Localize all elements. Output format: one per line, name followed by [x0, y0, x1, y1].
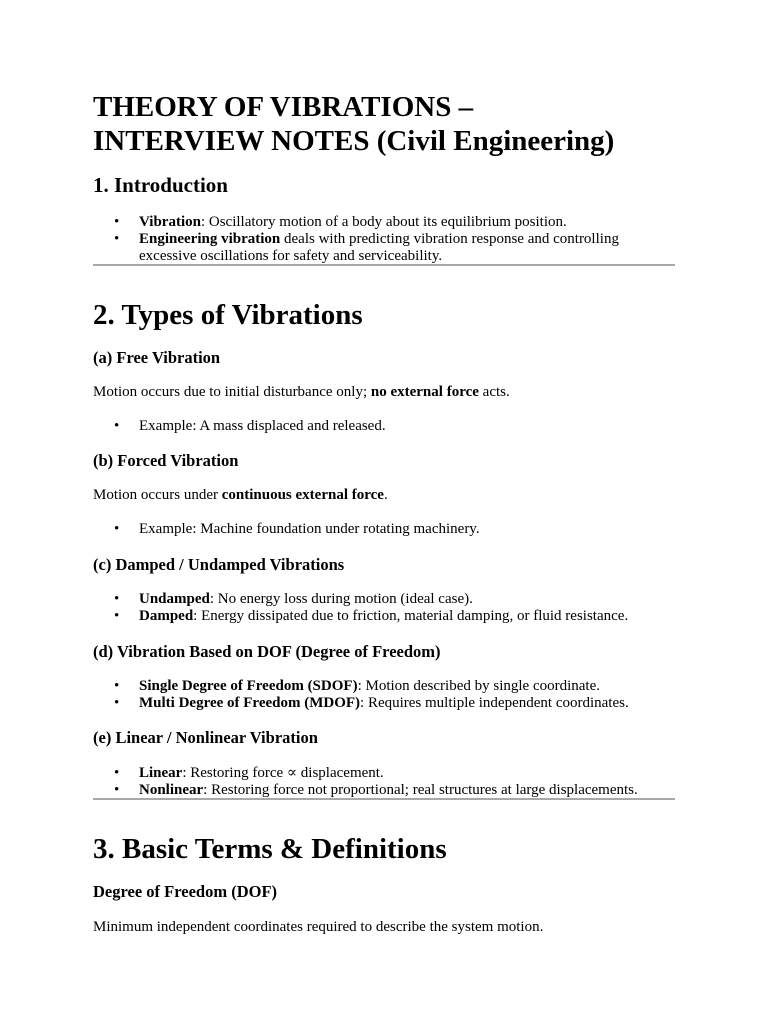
- list-item: • Undamped: No energy loss during motion (ideal case).: [93, 591, 675, 608]
- section-heading-introduction: 1. Introduction: [93, 173, 228, 197]
- subheading-forced-vibration: (b) Forced Vibration: [93, 451, 239, 470]
- paragraph-free-vibration: Motion occurs due to initial disturbance only; no external force acts.: [93, 384, 510, 400]
- damped-list: [93, 591, 675, 625]
- list-item: • Nonlinear: Restoring force not proportional; real structures at large displacements.: [93, 782, 675, 799]
- subheading-degree-of-freedom: Degree of Freedom (DOF): [93, 882, 278, 901]
- linear-list: [93, 765, 675, 799]
- list-item: • Vibration: Oscillatory motion of a body about its equilibrium position.: [93, 214, 675, 231]
- list-item: • Example: A mass displaced and released.: [93, 418, 675, 435]
- subheading-linear-nonlinear: (e) Linear / Nonlinear Vibration: [93, 728, 318, 747]
- dof-list: [93, 678, 675, 712]
- forced-vibration-list: [93, 521, 675, 538]
- section-heading-basic-terms: 3. Basic Terms & Definitions: [93, 833, 447, 865]
- list-item: • Engineering vibration deals with predicting vibration response and controlling excessive oscillations for safety and serviceability.: [93, 231, 675, 265]
- list-item: • Single Degree of Freedom (SDOF): Motion described by single coordinate.: [93, 678, 675, 695]
- list-item: • Linear: Restoring force ∝ displacement.: [93, 765, 675, 782]
- document-title-line-2: INTERVIEW NOTES (Civil Engineering): [93, 125, 615, 157]
- section-divider: [93, 798, 675, 800]
- subheading-free-vibration: (a) Free Vibration: [93, 348, 221, 367]
- subheading-damped-undamped: (c) Damped / Undamped Vibrations: [93, 555, 345, 574]
- section-heading-types: 2. Types of Vibrations: [93, 299, 363, 331]
- list-item: • Example: Machine foundation under rotating machinery.: [93, 521, 675, 538]
- paragraph-forced-vibration: Motion occurs under continuous external force.: [93, 487, 388, 503]
- document-title-line-1: THEORY OF VIBRATIONS –: [93, 91, 474, 123]
- paragraph-degree-of-freedom: Minimum independent coordinates required to describe the system motion.: [93, 919, 544, 935]
- section-divider: [93, 264, 675, 266]
- subheading-dof: (d) Vibration Based on DOF (Degree of Freedom): [93, 642, 441, 661]
- list-item: • Damped: Energy dissipated due to friction, material damping, or fluid resistance.: [93, 608, 675, 625]
- free-vibration-list: [93, 418, 675, 435]
- introduction-list: [93, 214, 675, 265]
- list-item: • Multi Degree of Freedom (MDOF): Requires multiple independent coordinates.: [93, 695, 675, 712]
